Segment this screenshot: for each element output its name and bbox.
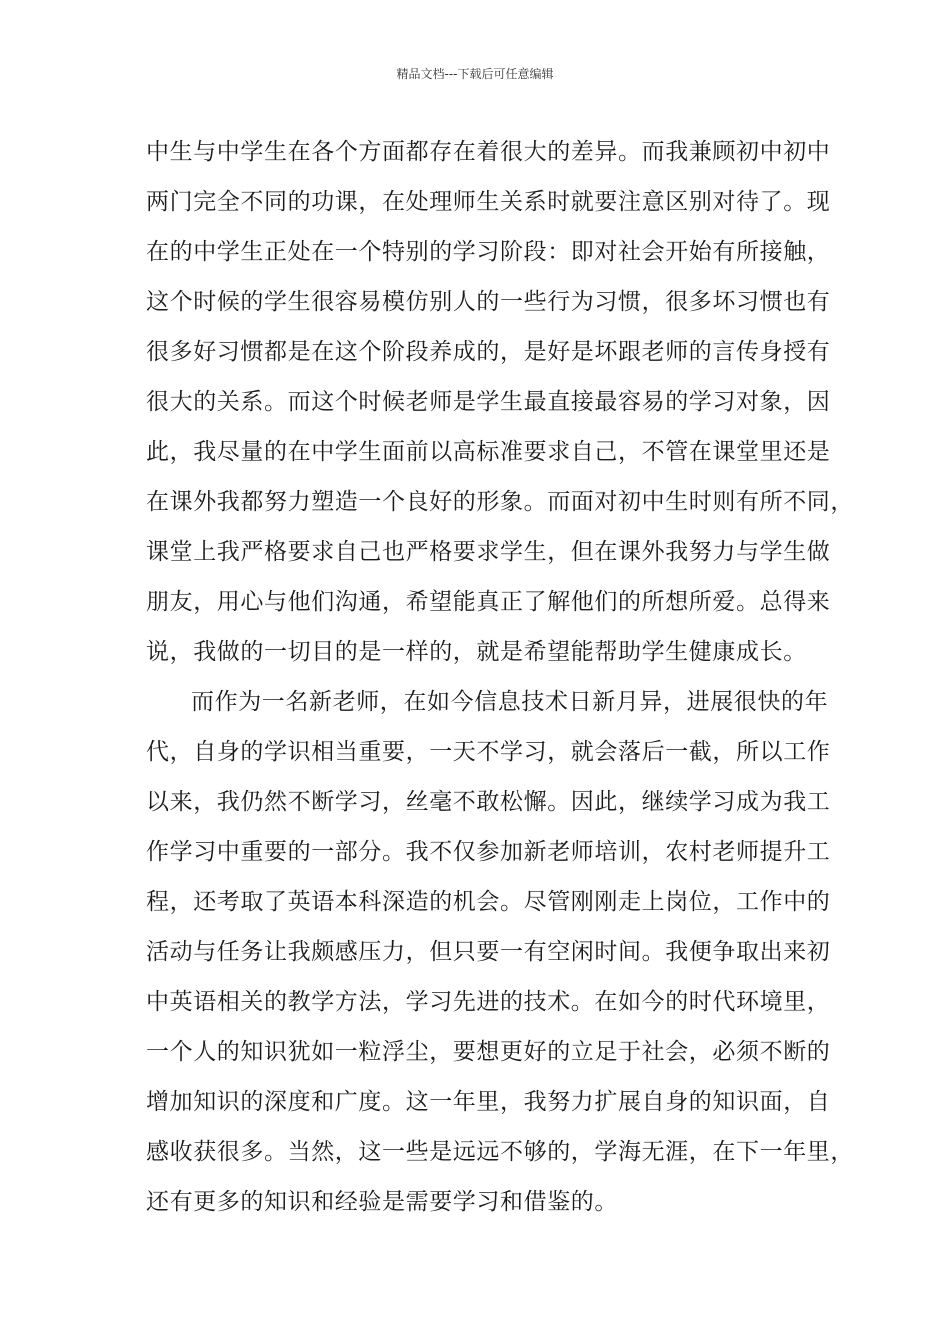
text-line: 中英语相关的教学方法，学习先进的技术。在如今的时代环境里， [146, 989, 831, 1015]
paragraph-2 [146, 677, 854, 1227]
text-line: 这个时候的学生很容易模仿别人的一些行为习惯，很多坏习惯也有 [146, 289, 831, 315]
text-line: 说，我做的一切目的是一样的，就是希望能帮助学生健康成长。 [146, 639, 807, 665]
text-line: 朋友，用心与他们沟通，希望能真正了解他们的所想所爱。总得来 [146, 589, 831, 615]
text-line: 活动与任务让我颇感压力，但只要一有空闲时间。我便争取出来初 [146, 939, 831, 965]
text-line: 增加知识的深度和广度。这一年里，我努力扩展自身的知识面，自 [146, 1089, 831, 1115]
page-header: 精品文档---下载后可任意编辑 [396, 67, 554, 81]
document-body [146, 127, 854, 1227]
text-line: 而作为一名新老师，在如今信息技术日新月异，进展很快的年 [191, 689, 829, 715]
text-line: 代，自身的学识相当重要，一天不学习，就会落后一截，所以工作 [146, 739, 831, 765]
text-line: 中生与中学生在各个方面都存在着很大的差异。而我兼顾初中初中 [146, 139, 831, 165]
text-line: 程，还考取了英语本科深造的机会。尽管刚刚走上岗位，工作中的 [146, 889, 831, 915]
text-line: 很大的关系。而这个时候老师是学生最直接最容易的学习对象，因 [146, 389, 831, 415]
text-line: 课堂上我严格要求自己也严格要求学生，但在课外我努力与学生做 [146, 539, 831, 565]
paragraph-1 [146, 127, 854, 677]
text-line: 还有更多的知识和经验是需要学习和借鉴的。 [146, 1189, 618, 1215]
text-line: 作学习中重要的一部分。我不仅参加新老师培训，农村老师提升工 [146, 839, 831, 865]
text-line: 以来，我仍然不断学习，丝毫不敢松懈。因此，继续学习成为我工 [146, 789, 831, 815]
text-line: 此，我尽量的在中学生面前以高标准要求自己，不管在课堂里还是 [146, 439, 831, 465]
text-line: 一个人的知识犹如一粒浮尘，要想更好的立足于社会，必须不断的 [146, 1039, 831, 1065]
text-line: 在课外我都努力塑造一个良好的形象。而面对初中生时则有所不同， [146, 489, 854, 515]
text-line: 两门完全不同的功课，在处理师生关系时就要注意区别对待了。现 [146, 189, 831, 215]
text-line: 在的中学生正处在一个特别的学习阶段：即对社会开始有所接触， [146, 239, 831, 265]
text-line: 很多好习惯都是在这个阶段养成的，是好是坏跟老师的言传身授有 [146, 339, 831, 365]
text-line: 感收获很多。当然，这一些是远远不够的，学海无涯，在下一年里， [146, 1139, 854, 1165]
